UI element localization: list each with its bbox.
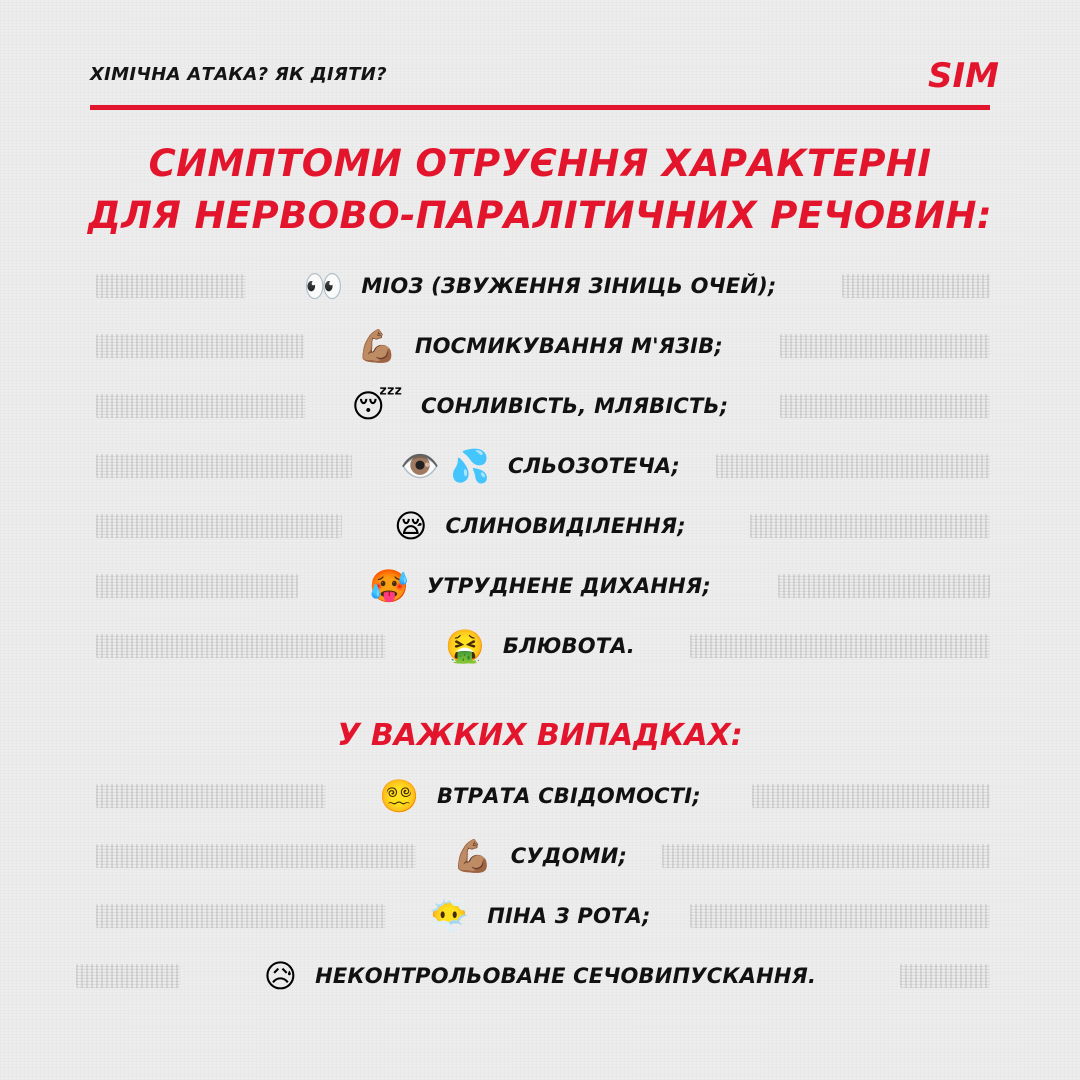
severe-label: СУДОМИ; [510, 844, 628, 868]
severe-label: НЕКОНТРОЛЬОВАНЕ СЕЧОВИПУСКАННЯ. [315, 964, 817, 988]
brand-logo: SIM [928, 56, 999, 96]
symptom-label: СЛИНОВИДІЛЕННЯ; [445, 514, 686, 538]
symptom-label: БЛЮВОТА. [502, 634, 635, 658]
symptom-label: МІОЗ (ЗВУЖЕННЯ ЗІНИЦЬ ОЧЕЙ); [361, 274, 777, 298]
flexed-biceps-icon: 💪🏽 [452, 837, 493, 875]
symptom-row [0, 317, 1080, 375]
sad-relieved-face-icon: 😥 [263, 957, 298, 995]
symptom-row [0, 257, 1080, 315]
vomiting-face-icon: 🤮 [445, 627, 485, 665]
symptom-label: ПОСМИКУВАННЯ М'ЯЗІВ; [414, 334, 724, 358]
severe-label: ПІНА З РОТА; [487, 904, 651, 928]
symptom-label: СОНЛИВІСТЬ, МЛЯВІСТЬ; [420, 394, 729, 418]
flexed-biceps-icon: 💪🏽 [356, 327, 397, 365]
header-title: ХІМІЧНА АТАКА? ЯК ДІЯТИ? [90, 64, 387, 85]
symptom-content [0, 617, 1080, 675]
severe-section-title: У ВАЖКИХ ВИПАДКАХ: [337, 718, 743, 753]
face-in-clouds-icon: 😶‍🌫️ [429, 897, 470, 935]
symptom-content [0, 557, 1080, 615]
symptom-row [0, 557, 1080, 615]
hot-face-icon: 🥵 [369, 567, 409, 605]
dizzy-face-icon: 😵‍💫 [379, 777, 419, 815]
symptom-content [0, 497, 1080, 555]
symptom-content [0, 257, 1080, 315]
severe-content [0, 947, 1080, 1005]
sleepy-face-icon: 😪 [394, 507, 428, 545]
symptom-content [0, 377, 1080, 435]
severe-content [0, 767, 1080, 825]
severe-label: ВТРАТА СВІДОМОСТІ; [436, 784, 701, 808]
symptom-content [0, 317, 1080, 375]
symptom-row [0, 437, 1080, 495]
severe-content [0, 887, 1080, 945]
symptom-row [0, 497, 1080, 555]
severe-row [0, 887, 1080, 945]
severe-row [0, 827, 1080, 885]
severe-row [0, 947, 1080, 1005]
symptom-label: СЛЬОЗОТЕЧА; [507, 454, 680, 478]
header-divider [90, 105, 990, 110]
eyes-icon: 👀 [303, 267, 344, 305]
symptom-row [0, 377, 1080, 435]
symptom-row [0, 617, 1080, 675]
symptom-label: УТРУДНЕНЕ ДИХАННЯ; [426, 574, 711, 598]
severe-content [0, 827, 1080, 885]
sleeping-face-icon: 😴 [351, 387, 403, 425]
symptom-content [0, 437, 1080, 495]
main-title-line-2: ДЛЯ НЕРВОВО-ПАРАЛІТИЧНИХ РЕЧОВИН: [87, 194, 993, 237]
severe-row [0, 767, 1080, 825]
eye-and-droplets-icon: 👁️ 💦 [400, 447, 490, 485]
main-title-line-1: СИМПТОМИ ОТРУЄННЯ ХАРАКТЕРНІ [148, 142, 932, 185]
